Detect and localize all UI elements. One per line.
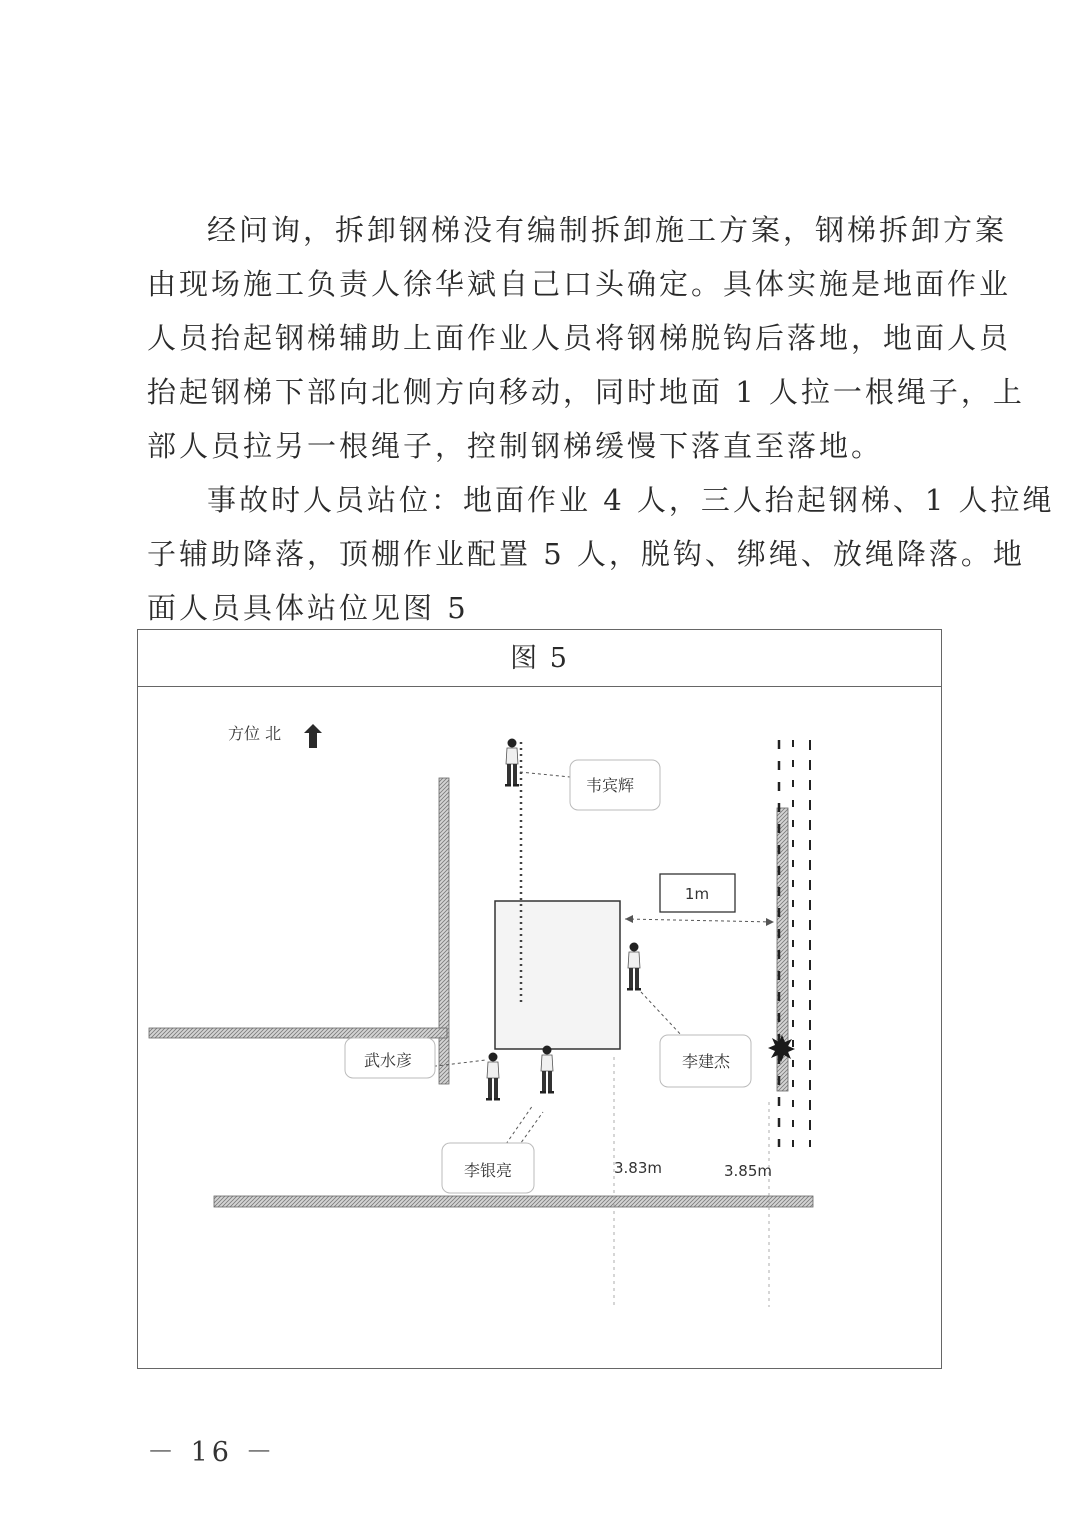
text-line: 抬起钢梯下部向北侧方向移动，同时地面 1 人拉一根绳子，上: [147, 375, 1025, 409]
north-label: 方位 北: [228, 724, 282, 743]
person-wu-shuiyan: [486, 1053, 500, 1101]
label-li-jianjie: 李建杰: [681, 1052, 731, 1071]
callout-line: [428, 1060, 486, 1067]
wall-horizontal-bottom: [214, 1196, 813, 1207]
site-diagram: [138, 687, 940, 1367]
paragraph-1: [147, 203, 1025, 473]
callout-line: [520, 772, 570, 777]
text-line: 经问询，拆卸钢梯没有编制拆卸施工方案，钢梯拆卸方案: [207, 213, 1008, 247]
text-line: 事故时人员站位：地面作业 4 人，三人抬起钢梯、1 人拉绳: [207, 483, 1055, 517]
callout-line: [518, 1112, 543, 1147]
text-line: 子辅助降落，顶棚作业配置 5 人，脱钩、绑绳、放绳降落。地: [147, 537, 1025, 571]
text-line: 人员抬起钢梯辅助上面作业人员将钢梯脱钩后落地，地面人员: [147, 321, 1012, 355]
page-number: － 16 －: [147, 1437, 277, 1468]
measure-line: [625, 919, 774, 922]
arrow-left-icon: [625, 915, 633, 923]
label-wei-binhui: 韦宾辉: [585, 776, 635, 795]
label-wu-shuiyan: 武水彦: [363, 1051, 413, 1070]
person-li-yinliang: [540, 1046, 554, 1094]
person-wei-binhui: [505, 739, 519, 787]
figure-title: 图 5: [138, 630, 941, 687]
impact-point-icon: [768, 1035, 795, 1062]
figure-5: [137, 629, 942, 1369]
text-line: 面人员具体站位见图 5: [147, 591, 469, 625]
callout-line: [506, 1105, 533, 1144]
callout-line: [641, 992, 683, 1037]
label-3-83m: 3.83m: [614, 1159, 663, 1177]
person-li-jianjie: [627, 943, 641, 991]
text-line: 由现场施工负责人徐华斌自己口头确定。具体实施是地面作业: [147, 267, 1012, 301]
label-li-yinliang: 李银亮: [463, 1161, 513, 1180]
arrow-right-icon: [766, 918, 774, 926]
text-line: 部人员拉另一根绳子，控制钢梯缓慢下落直至落地。: [147, 429, 884, 463]
label-3-85m: 3.85m: [724, 1162, 773, 1180]
label-1m: 1m: [684, 885, 710, 903]
north-arrow-icon: [304, 724, 322, 748]
wall-horizontal-left: [149, 1028, 447, 1038]
steel-ladder-area: [495, 901, 620, 1049]
paragraph-2: [147, 473, 1055, 635]
